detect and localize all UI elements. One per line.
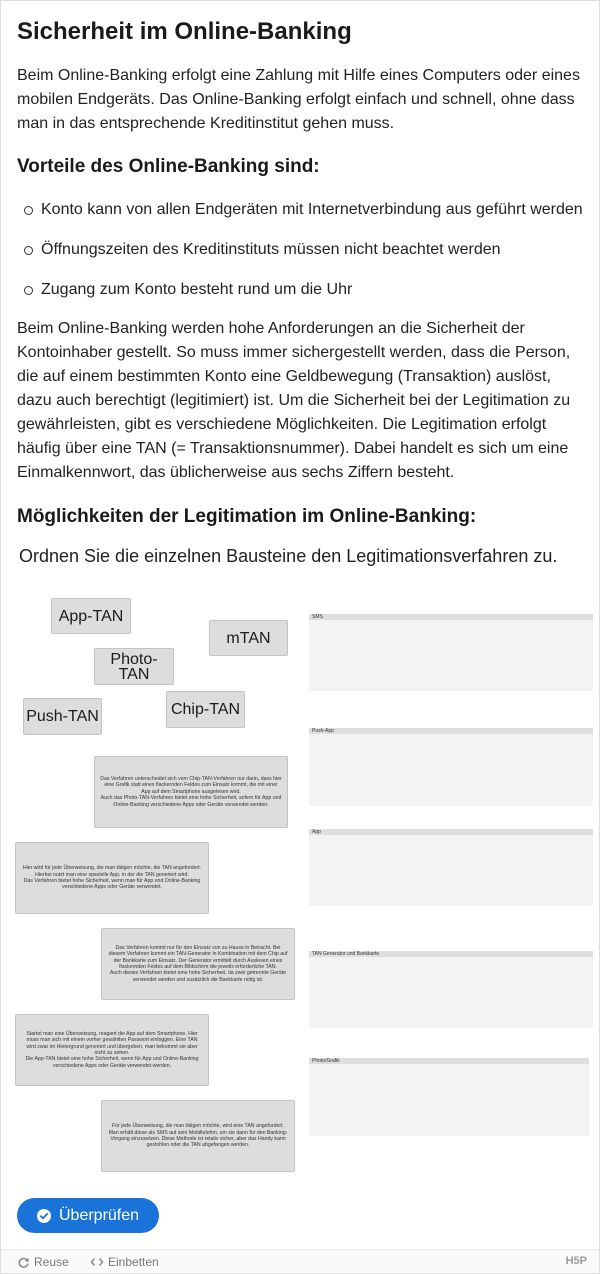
- embed-label: Einbetten: [108, 1255, 159, 1269]
- draggable-mtan[interactable]: mTAN: [209, 620, 288, 656]
- dropzone-app[interactable]: [309, 829, 593, 906]
- draggable-text-card[interactable]: Das Verfahren unterscheidet sich vom Chip-TAN-Verfahren nur darin, dass hier eine Grafik statt eines flackernden Feldes zum Einsatz kommt, die mit einer App auf dem Smartphone ausgelesen wird. Auch das Photo-TAN-Verfahren bietet eine hohe Sicherheit, sofern für App und Online-Banking verschiedene Apps oder Geräte verwendet werden.: [94, 756, 288, 828]
- h5p-logo[interactable]: H5P: [565, 1255, 587, 1267]
- list-item: Konto kann von allen Endgeräten mit Internetverbindung aus geführt werden: [24, 198, 583, 238]
- reuse-label: Reuse: [34, 1255, 69, 1269]
- dropzone-tan-generator[interactable]: [309, 951, 593, 1028]
- task-description: Ordnen Sie die einzelnen Bausteine den Legitimationsverfahren zu.: [19, 546, 558, 566]
- reuse-icon: [17, 1256, 30, 1269]
- draggable-text-card[interactable]: Das Verfahren kommt nur für den Einsatz von zu Hause in Betracht. Bei diesem Verfahren kommt ein TAN-Generator in Kombination mit dem Chip auf der Bankkarte zum Einsatz. Der Generator ermittelt durch Auslesen eines flackernden Feldes auf dem Bildschirm die jeweils erforderliche TAN. Auch dieses Verfahren bietet eine hohe Sicherheit, da zwei getrennte Geräte verwendet werden und zusätzlich die Bankkarte nötig ist.: [101, 928, 295, 1000]
- draggable-app-tan[interactable]: App-TAN: [51, 598, 131, 634]
- footer-bar: [1, 1249, 599, 1273]
- check-button-label: Überprüfen: [59, 1206, 140, 1224]
- intro-paragraph: Beim Online-Banking erfolgt eine Zahlung mit Hilfe eines Computers oder eines mobilen Endgeräts. Das Online-Banking erfolgt einfach und schnell, ohne dass man in das entsprechende Kreditinstitut gehen muss.: [17, 67, 580, 132]
- dropzone-sms[interactable]: [309, 614, 593, 691]
- security-paragraph: Beim Online-Banking werden hohe Anforderungen an die Sicherheit der Kontoinhaber gestellt. So muss immer sichergestellt werden, dass die Person, die auf einem bestimmten Konto eine Geldbewegung (Transaktion) auslöst, dazu auch berechtigt (legitimiert) ist. Um die Sicherheit bei der Legitimation zu gewährleisten, gibt es verschiedene Möglichkeiten. Die Legitimation erfolgt häufig über eine TAN (= Transaktionsnummer). Dabei handelt es sich um eine Einmalkennwort, das üblicherweise aus sechs Ziffern besteht.: [17, 320, 571, 481]
- check-button[interactable]: [17, 1198, 159, 1233]
- draggable-photo-tan[interactable]: Photo-TAN: [94, 648, 174, 685]
- code-icon: [90, 1256, 104, 1268]
- dropzone-label: SMS: [309, 614, 593, 620]
- draggable-text-card[interactable]: Startet man eine Überweisung, reagiert die App auf dem Smartphone. Hier muss man sich mit einem vorher gewählten Passwort einloggen. Eine TAN wird zwar im Hintergrund generiert und übergeben, man bekommt sie aber nicht zu sehen. Die App-TAN bietet eine hohe Sicherheit, wenn für App und Online-Banking verschiedene Apps oder Geräte verwendet werden.: [15, 1014, 209, 1086]
- dropzone-photo[interactable]: [309, 1058, 589, 1136]
- list-item: Zugang zum Konto besteht rund um die Uhr: [24, 278, 583, 318]
- reuse-button[interactable]: [17, 1255, 69, 1269]
- advantages-list: [24, 198, 583, 318]
- dropzone-label: Push-App: [309, 728, 593, 734]
- embed-button[interactable]: [90, 1255, 159, 1269]
- draggable-text-card[interactable]: Hier wird für jede Überweisung, die man tätigen möchte, die TAN angefordert. Hierbei nutzt man eine spezielle App, in der die TAN generiert wird. Das Verfahren bietet hohe Sicherheit, wenn man für App und Online-Banking verschiedene Apps oder Geräte verwendet.: [15, 842, 209, 914]
- draggable-chip-tan[interactable]: Chip-TAN: [166, 691, 245, 728]
- list-item: Öffnungszeiten des Kreditinstituts müssen nicht beachtet werden: [24, 238, 583, 278]
- page-title: Sicherheit im Online-Banking: [17, 18, 352, 45]
- legitimation-heading: Möglichkeiten der Legitimation im Online-Banking:: [17, 506, 477, 527]
- dropzone-label: TAN Generator und Bankkarte: [309, 951, 593, 957]
- draggable-text-card[interactable]: Für jede Überweisung, die man tätigen möchte, wird eine TAN angefordert. Man erhält diese als SMS auf sein Mobiltelefon, um sie dann für den Banking-Vorgang einzusetzen. Diese Methode ist relativ sicher, aber das Handy kann gestohlen oder die TAN abgefangen werden.: [101, 1100, 295, 1172]
- draggable-push-tan[interactable]: Push-TAN: [23, 698, 102, 735]
- check-circle-icon: [37, 1209, 51, 1223]
- dropzone-push-app[interactable]: [309, 728, 593, 806]
- dropzone-label: Photo/Grafik: [309, 1058, 589, 1064]
- advantages-heading: Vorteile des Online-Banking sind:: [17, 156, 320, 177]
- dropzone-label: App: [309, 829, 593, 835]
